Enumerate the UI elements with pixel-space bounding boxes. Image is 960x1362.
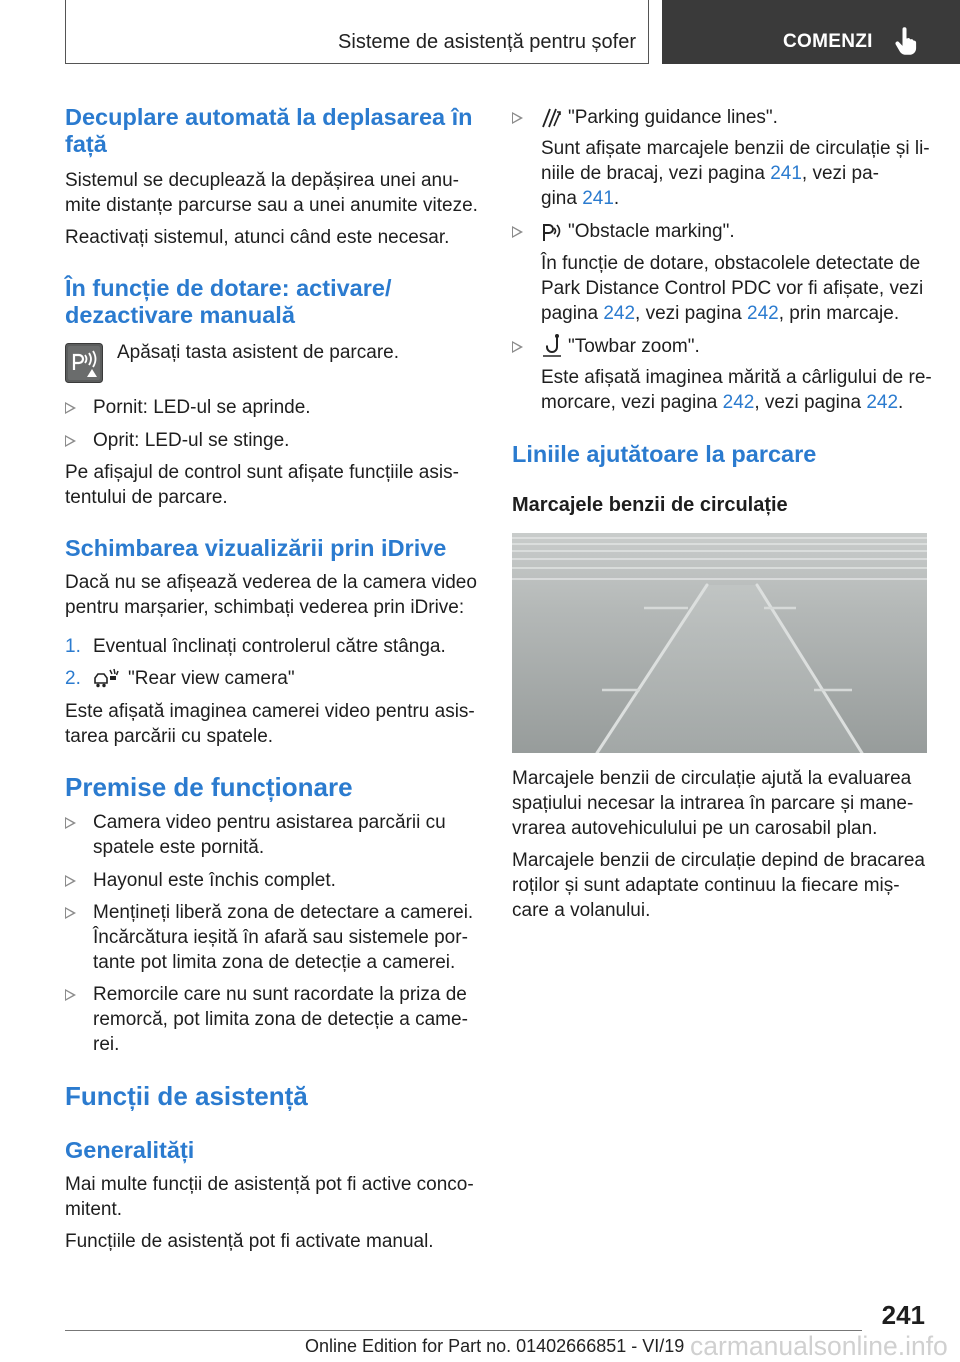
text-line: Sistemul se decuplează la depășirea unei anu-: [65, 170, 459, 191]
paragraph-reactivate: [65, 225, 449, 250]
step-item: [128, 666, 295, 691]
text-line: Încărcătura ieșită în afară sau sistemele por-: [93, 927, 468, 948]
page-link[interactable]: 241: [582, 188, 614, 209]
text-line: pentru marșarier, schimbați vederea prin iDrive:: [65, 597, 465, 618]
step-number: 1.: [65, 636, 81, 657]
towbar-zoom-icon: [540, 333, 564, 359]
text-segment: , vezi pagina: [754, 392, 867, 413]
text-line: "Towbar zoom".: [568, 336, 700, 357]
text-line: Este afișată imaginea mărită a cârligului de re-: [541, 367, 932, 388]
paragraph-lane-markings-1: [512, 766, 913, 841]
paragraph-guidance: [541, 136, 930, 211]
page-link[interactable]: 242: [722, 392, 755, 413]
text-segment: , prin marcaje.: [778, 303, 900, 324]
page-number: 241: [881, 1300, 925, 1330]
text-line: care a volanului.: [512, 900, 651, 921]
rear-view-camera-icon: [93, 667, 119, 689]
step-item: [93, 634, 446, 659]
heading-idrive: [65, 535, 446, 562]
text-line: Oprit: LED-ul se stinge.: [93, 430, 290, 451]
text-line: spatele este pornită.: [93, 837, 265, 858]
text-segment: pagina: [541, 303, 604, 324]
edition-info: Online Edition for Part no. 01402666851 - VI/19: [305, 1336, 685, 1356]
text-line: tentului de parcare.: [65, 487, 228, 508]
text-line: [541, 390, 932, 415]
bullet-triangle-icon: [65, 435, 76, 447]
text-line: Este afișată imaginea camerei video pentru asis-: [65, 701, 475, 722]
section-tab: [662, 0, 960, 64]
text-line: Marcajele benzii de circulație depind de bracarea: [512, 850, 925, 871]
bullet-triangle-icon: [512, 226, 523, 238]
heading-line: Decuplare automată la deplasarea în: [65, 104, 473, 130]
bullet-triangle-icon: [65, 817, 76, 829]
text-line: Park Distance Control PDC vor fi afișate, vezi: [541, 278, 924, 299]
pointing-hand-icon: [894, 27, 920, 55]
text-segment: .: [613, 188, 620, 209]
heading-line: În funcție de dotare: activare/: [65, 275, 392, 301]
list-item: [93, 982, 468, 1057]
text-line: tarea parcării cu spatele.: [65, 726, 274, 747]
text-segment: morcare, vezi pagina: [541, 392, 723, 413]
list-item: [93, 868, 336, 893]
parking-assistant-button-icon: [65, 343, 103, 383]
text-line: Apăsați tasta asistent de parcare.: [117, 342, 399, 363]
text-line: roților și sunt adaptate continuu la fiecare miș-: [512, 875, 900, 896]
text-line: "Obstacle marking".: [568, 221, 735, 242]
text-line: vrarea autovehiculului pe un carosabil plan.: [512, 818, 878, 839]
heading-assist-functions: [65, 1081, 308, 1111]
text-line: [541, 186, 930, 211]
paragraph-camera-image: [65, 699, 475, 749]
paragraph-general: [65, 1172, 474, 1222]
text-line: Dacă nu se afișează vederea de la camera video: [65, 572, 477, 593]
bullet-triangle-icon: [65, 875, 76, 887]
page-link[interactable]: 242: [866, 392, 899, 413]
text-line: "Parking guidance lines".: [568, 107, 778, 128]
step-number: 2.: [65, 668, 81, 689]
heading-line: Funcții de asistență: [65, 1081, 308, 1111]
heading-line: față: [65, 131, 107, 157]
text-line: Eventual înclinați controlerul către stânga.: [93, 636, 446, 657]
text-segment: , vezi pagina: [635, 303, 748, 324]
text-line: În funcție de dotare, obstacolele detectate de: [541, 253, 921, 274]
page-link[interactable]: 241: [770, 163, 802, 184]
text-line: mite distanțe parcurse sau a unei anumite viteze.: [65, 195, 478, 216]
obstacle-marking-icon: [540, 219, 562, 243]
text-line: Mai multe funcții de asistență pot fi active conco-: [65, 1174, 474, 1195]
text-line: Pornit: LED-ul se aprinde.: [93, 397, 311, 418]
function-label: [568, 105, 778, 130]
button-instruction: [117, 340, 399, 365]
heading-line: Liniile ajutătoare la parcare: [512, 441, 817, 467]
text-line: Camera video pentru asistarea parcării cu: [93, 812, 446, 833]
heading-line: dezactivare manuală: [65, 302, 295, 328]
heading-manual-activation: [65, 275, 391, 329]
heading-general: [65, 1137, 194, 1164]
paragraph-manual-activation: [65, 1229, 434, 1254]
subheading-lane-markings: Marcajele benzii de circulație: [512, 494, 788, 516]
text-line: Mențineți liberă zona de detectare a camerei.: [93, 902, 474, 923]
text-line: [541, 301, 923, 326]
text-line: Sunt afișate marcajele benzii de circulație și li-: [541, 138, 930, 159]
text-line: rei.: [93, 1034, 120, 1055]
text-segment: gina: [541, 188, 583, 209]
paragraph-towbar: [541, 365, 932, 415]
text-line: Remorcile care nu sunt racordate la priza de: [93, 984, 467, 1005]
page-link[interactable]: 242: [747, 303, 779, 324]
heading-line: Schimbarea vizualizării prin iDrive: [65, 535, 447, 561]
text-line: Pe afișajul de control sunt afișate funcțiile asis-: [65, 462, 459, 483]
page-link[interactable]: 242: [603, 303, 636, 324]
paragraph-auto-disengage: [65, 168, 478, 218]
lane-markings-illustration: [512, 533, 927, 753]
heading-line: Premise de funcționare: [65, 772, 353, 802]
list-item: [93, 395, 311, 420]
text-line: spațiului necesar la intrarea în parcare și mane-: [512, 793, 914, 814]
text-line: mitent.: [65, 1199, 123, 1220]
bullet-triangle-icon: [65, 402, 76, 414]
heading-parking-guidance: [512, 441, 816, 468]
list-item: [93, 428, 289, 453]
list-item: [93, 900, 473, 975]
section-title: Sisteme de asistență pentru șofer: [338, 31, 636, 53]
text-line: remorcă, pot limita zona de detecție a came-: [93, 1009, 468, 1030]
heading-requirements: [65, 772, 353, 802]
paragraph-display: [65, 460, 459, 510]
text-line: "Rear view camera": [128, 668, 295, 689]
text-segment: .: [898, 392, 904, 413]
parking-guidance-lines-icon: [540, 105, 562, 129]
text-line: Marcajele benzii de circulație ajută la evaluarea: [512, 768, 912, 789]
bullet-triangle-icon: [65, 907, 76, 919]
paragraph-obstacle: [541, 251, 923, 326]
watermark: carmanualsonline.info: [690, 1331, 948, 1361]
list-item: [93, 810, 446, 860]
function-label: [568, 219, 735, 244]
text-line: Reactivați sistemul, atunci când este necesar.: [65, 227, 450, 248]
heading-auto-disengage: [65, 104, 473, 158]
text-line: Hayonul este închis complet.: [93, 870, 336, 891]
text-line: Funcțiile de asistență pot fi activate manual.: [65, 1231, 434, 1252]
heading-line: Generalități: [65, 1137, 195, 1163]
paragraph-lane-markings-2: [512, 848, 925, 923]
function-label: [568, 334, 700, 359]
paragraph-idrive: [65, 570, 477, 620]
bullet-triangle-icon: [65, 989, 76, 1001]
text-line: [541, 161, 930, 186]
text-line: tante pot limita zona de detecție a camerei.: [93, 952, 456, 973]
text-segment: , vezi pa-: [801, 163, 879, 184]
bullet-triangle-icon: [512, 341, 523, 353]
bullet-triangle-icon: [512, 112, 523, 124]
text-segment: niile de bracaj, vezi pagina: [541, 163, 771, 184]
tab-label: COMENZI: [783, 31, 873, 52]
